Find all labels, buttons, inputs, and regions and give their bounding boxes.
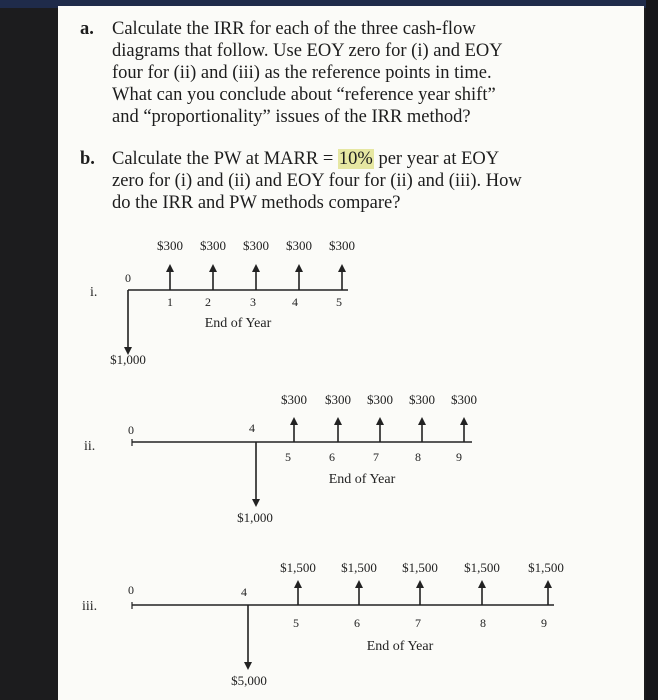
- diagram-ii-tick-label: 7: [373, 450, 379, 464]
- question-a-line: Calculate the IRR for each of the three cash-flow: [112, 19, 476, 39]
- question-a-line: What can you conclude about “reference year shift”: [112, 85, 496, 105]
- question-b-text-after: per year at EOY: [373, 149, 500, 169]
- diagram-iii-tick-label: 7: [415, 616, 421, 630]
- diagram-iii-axis-title: End of Year: [366, 639, 434, 654]
- diagram-i-inflow-amount: $300: [157, 238, 183, 253]
- diagram-ii-inflow-amount: $300: [451, 392, 477, 407]
- diagram-i-tick-label: 5: [336, 295, 342, 309]
- question-b-text-before: Calculate the PW at MARR =: [112, 149, 338, 169]
- diagram-ii-tick-label: 6: [329, 450, 335, 464]
- diagram-iii: [82, 560, 564, 688]
- diagram-ii-outflow-year: 4: [249, 421, 255, 435]
- diagram-ii-tick-label: 5: [285, 450, 291, 464]
- diagram-iii-inflow-amount: $1,500: [402, 560, 438, 575]
- diagram-i-inflow-amount: $300: [243, 238, 269, 253]
- diagram-i-tick-label: 3: [250, 295, 256, 309]
- diagram-ii-inflow-amount: $300: [325, 392, 351, 407]
- cash-flow-diagrams: [58, 6, 644, 700]
- diagram-ii-tick-label: 9: [456, 450, 462, 464]
- diagram-iii-outflow-year: 4: [241, 585, 247, 599]
- diagram-iii-inflow-amount: $1,500: [464, 560, 500, 575]
- textbook-page: [58, 6, 644, 700]
- diagram-ii-label: ii.: [84, 439, 96, 454]
- diagram-ii-outflow-amount: $1,000: [237, 510, 273, 525]
- diagram-ii-axis-title: End of Year: [328, 472, 396, 487]
- diagram-i-tick-label: 2: [205, 295, 211, 309]
- diagram-iii-inflow-amount: $1,500: [528, 560, 564, 575]
- diagram-iii-tick-label: 5: [293, 616, 299, 630]
- question-a-line: and “proportionality” issues of the IRR method?: [112, 107, 471, 127]
- diagram-i-outflow-amount: $1,000: [110, 352, 146, 367]
- diagram-iii-tick-label: 6: [354, 616, 360, 630]
- question-a-line: four for (ii) and (iii) as the reference points in time.: [112, 63, 492, 83]
- diagram-iii-tick-label: 9: [541, 616, 547, 630]
- diagram-i-tick-label: 4: [292, 295, 298, 309]
- diagram-ii-inflow-amount: $300: [281, 392, 307, 407]
- highlighted-rate: 10%: [338, 149, 373, 169]
- diagram-i-inflow-amount: $300: [200, 238, 226, 253]
- diagram-i-zero-label: 0: [125, 271, 131, 285]
- right-frame-bar: [646, 0, 658, 700]
- diagram-iii-inflow-amount: $1,500: [280, 560, 316, 575]
- diagram-ii-inflow-amount: $300: [367, 392, 393, 407]
- question-a-line: diagrams that follow. Use EOY zero for (i) and EOY: [112, 41, 503, 61]
- diagram-i-label: i.: [90, 285, 98, 300]
- diagram-i-inflow-amount: $300: [329, 238, 355, 253]
- question-a-label: a.: [80, 19, 94, 39]
- question-b-label: b.: [80, 149, 95, 169]
- diagram-i-tick-label: 1: [167, 295, 173, 309]
- diagram-ii: [84, 392, 477, 525]
- diagram-ii-zero-label: 0: [128, 423, 134, 437]
- diagram-iii-label: iii.: [82, 599, 98, 614]
- question-b-line: do the IRR and PW methods compare?: [112, 193, 401, 213]
- question-b-line: zero for (i) and (ii) and EOY four for (ii) and (iii). How: [112, 171, 522, 191]
- diagram-i: [90, 238, 355, 367]
- diagram-i-axis-title: End of Year: [204, 316, 272, 331]
- diagram-iii-zero-label: 0: [128, 583, 134, 597]
- diagram-iii-outflow-amount: $5,000: [231, 673, 267, 688]
- diagram-iii-tick-label: 8: [480, 616, 486, 630]
- diagram-i-inflow-amount: $300: [286, 238, 312, 253]
- diagram-iii-inflow-amount: $1,500: [341, 560, 377, 575]
- diagram-ii-tick-label: 8: [415, 450, 421, 464]
- diagram-ii-inflow-amount: $300: [409, 392, 435, 407]
